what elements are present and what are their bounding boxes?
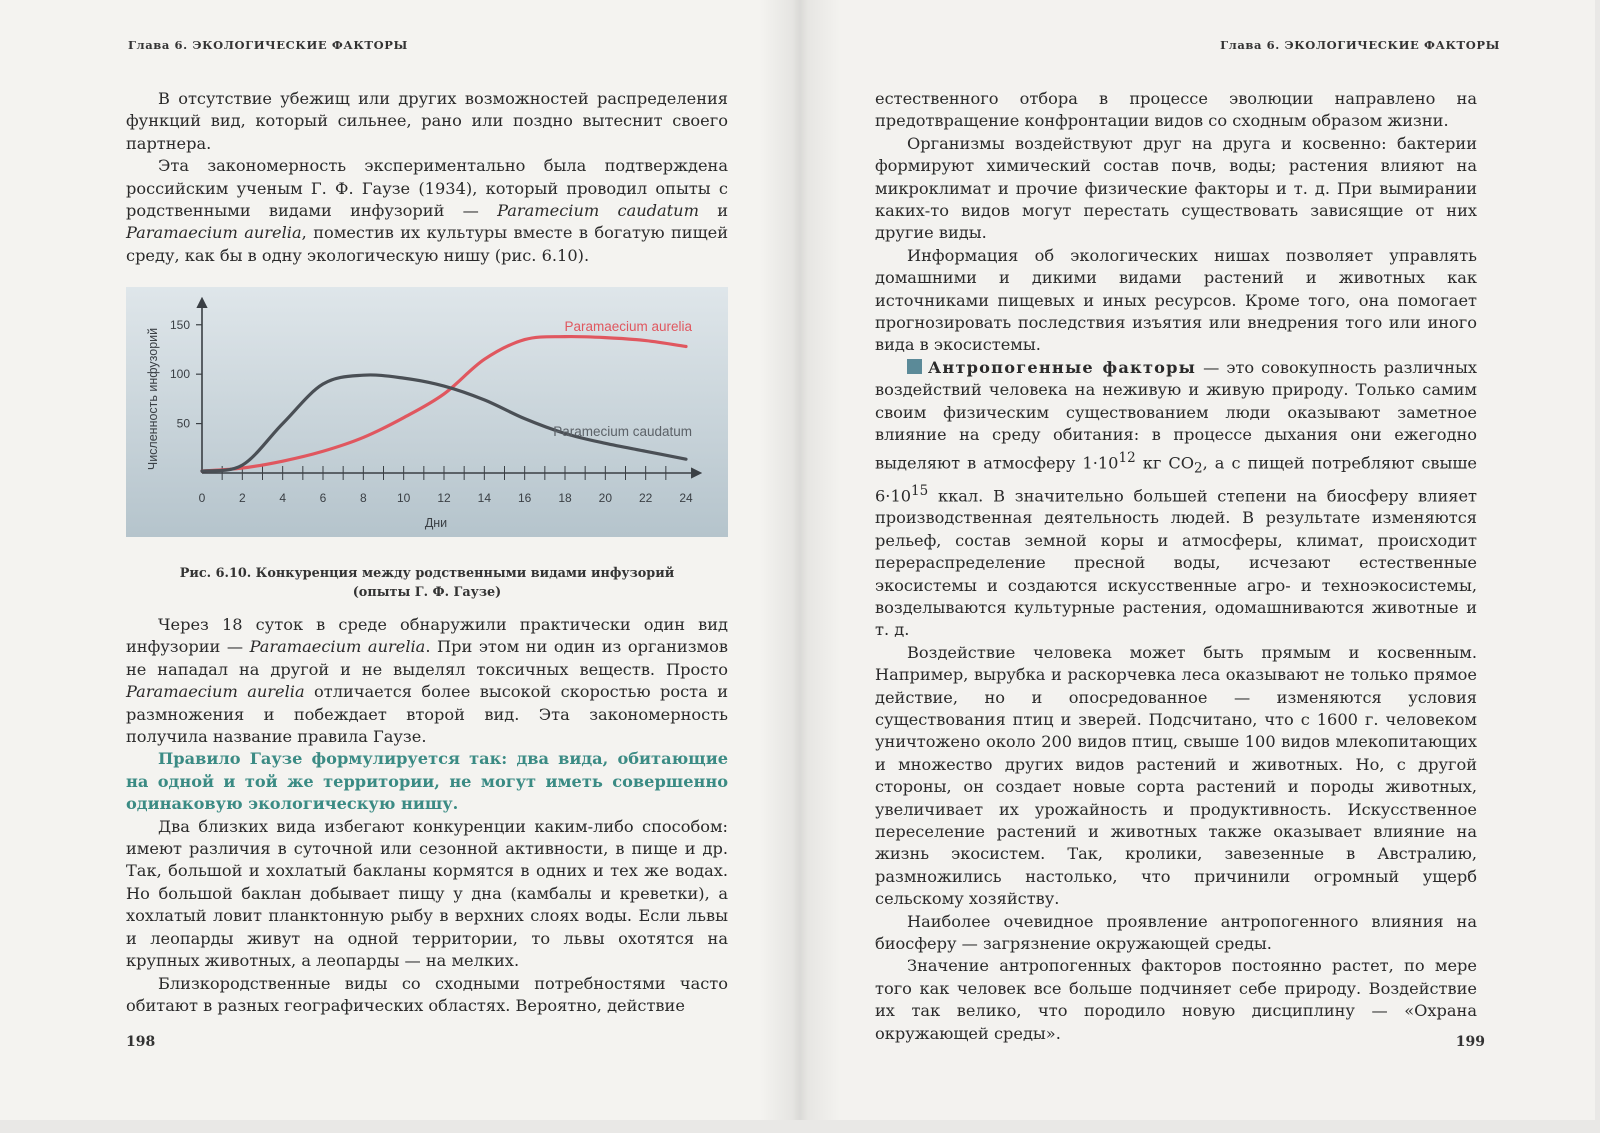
series-label: Paramaecium aurelia [564, 319, 692, 334]
x-tick-label: 6 [319, 491, 327, 505]
paragraph: Информация об экологических нишах позволяет управлять домашними и дикими видами растений и животных как источниками пищевых и иных ресурсов. Кроме того, она помогает прогнозировать последствия изъятия или внедрения того или иного вида в экосистемы. [875, 245, 1477, 355]
gause-rule: Правило Гаузе формулируется так: два вида, обитающие на одной и той же территории, не могут иметь совершенно одинаковую экологическую нишу. [126, 749, 728, 814]
paragraph: Два близких вида избегают конкуренции каким-либо способом: имеют различия в суточной или сезонной активности, в пище и др. Так, большой и хохлатый бакланы кормятся в одних и тех же водах. Но большой баклан добывает пищу у дна (камбалы и креветки), а хохлатый ловит планктонную рыбу в верхних слоях воды. Если львы и леопарды живут на одной территории, то львы охотятся на крупных животных, а леопарды — на мелких. [126, 816, 728, 971]
figure-caption [126, 564, 728, 602]
page-number: 198 [126, 1034, 156, 1050]
page-number: 199 [1455, 1034, 1485, 1050]
line-chart [126, 287, 728, 537]
x-tick-label: 12 [437, 491, 451, 505]
x-tick-label: 16 [517, 491, 532, 505]
paragraph: Наиболее очевидное проявление антропогенного влияния на биосферу — загрязнение окружающей среды. [875, 911, 1477, 954]
y-tick-label: 50 [176, 416, 190, 431]
x-tick-label: 18 [558, 491, 572, 505]
x-tick-label: 2 [238, 491, 246, 505]
species-name: Paramaecium aurelia [249, 637, 426, 657]
body-text [126, 614, 728, 1017]
paragraph: Значение антропогенных факторов постоянно растет, по мере того как человек все больше подчиняет себе природу. Воздействие их так велико, что породило новую дисциплину — «Охрана окружающей среды». [875, 956, 1477, 1043]
paragraph: Антропогенные факторы — это совокупность различных воздействий человека на неживую и живую природу. Только самим своим физическим существованием люди оказывают заметное влияние на среду обитания: в процессе дыхания они ежегодно выделяют в атмосферу $1\cdot 10^{12}$ кг $CO_2$, а с пищей потребляют свыше $6\cdot 10^{15}$ ккал. В значительно большей степени на биосферу влияет производственная деятельность людей. В результате изменяются рельеф, состав земной коры и атмосферы, климат, происходит перераспределение пресной воды, исчезают естественные экосистемы и создаются искусственные агро- и техноэкосистемы, возделываются культурные растения, одомашниваются животные и т. д. [875, 357, 1478, 640]
x-tick-label: 24 [679, 491, 693, 505]
term: Антропогенные факторы [928, 357, 1197, 377]
paragraph: Организмы воздействуют друг на друга и косвенно: бактерии формируют химический состав почв, воды; растения влияют на микроклимат и прочие физические факторы и т. д. При вымирании каких-то видов могут перестать существовать зависящие от них другие виды. [875, 133, 1477, 243]
x-axis-label: Дни [424, 516, 448, 530]
caption-line: Рис. 6.10. Конкуренция между родственными видами инфузорий [179, 566, 675, 581]
y-tick-label: 150 [169, 317, 190, 332]
y-tick-label: 100 [169, 367, 190, 382]
paragraph: В отсутствие убежищ или других возможностей распределения функций вид, который сильнее, рано или поздно вытеснит своего партнера. [126, 89, 728, 153]
right-page [795, 0, 1595, 1120]
species-name: Paramecium caudatum [497, 201, 699, 221]
figure-6-10 [126, 287, 728, 537]
paragraph: Воздействие человека может быть прямым и косвенным. Например, вырубка и раскорчевка леса оказывают не только прямое действие, но и опосредованное — изменяются условия существования птиц и зверей. Подсчитано, что с 1600 г. человеком уничтожено около 200 видов птиц, свыше 100 видов млекопитающих и множество других видов растений и животных. Но, с другой стороны, он создает новые сорта растений и породы животных, увеличивает их урожайность и продуктивность. Искусственное переселение растений и животных также оказывает влияние на жизнь экосистем. Так, кролики, завезенные в Австралию, размножились настолько, что причинили огромный ущерб сельскому хозяйству. [875, 642, 1477, 909]
species-name: Paramaecium aurelia [126, 223, 302, 243]
running-head: Глава 6. ЭКОЛОГИЧЕСКИЕ ФАКТОРЫ [128, 38, 408, 52]
section-marker-icon [907, 359, 922, 374]
series-label: Paramecium caudatum [553, 424, 692, 439]
paragraph: Близкородственные виды со сходными потребностями часто обитают в разных географических областях. Вероятно, действие [126, 973, 728, 1015]
y-axis-label: Численность инфузорий [146, 327, 160, 471]
body-text [875, 88, 1477, 1045]
paragraph: Через 18 суток в среде обнаружили практически один вид инфузории — Paramaecium aurelia. При этом ни один из организмов не нападал на другой и не выделял токсичных веществ. Просто Paramaecium aurelia отличается более высокой скоростью роста и размножения и побеждает второй вид. Эта закономерность получила название правила Гаузе. [126, 615, 728, 747]
intro-text [126, 88, 728, 267]
left-page [0, 0, 795, 1120]
running-head: Глава 6. ЭКОЛОГИЧЕСКИЕ ФАКТОРЫ [1220, 38, 1500, 52]
species-name: Paramaecium aurelia [126, 682, 305, 702]
paragraph: естественного отбора в процессе эволюции направлено на предотвращение конфронтации видов со сходным образом жизни. [875, 89, 1477, 131]
paragraph: Эта закономерность экспериментально была подтверждена российским ученым Г. Ф. Гаузе (1934), который проводил опыты с родственными видами инфузорий — Paramecium caudatum и Paramaecium aurelia, поместив их культуры вместе в богатую пищей среду, как бы в одну экологическую нишу (рис. 6.10). [126, 156, 729, 265]
x-tick-label: 4 [279, 491, 287, 505]
caption-line: (опыты Г. Ф. Гаузе) [352, 585, 502, 600]
x-tick-label: 0 [198, 491, 206, 505]
x-tick-label: 22 [638, 491, 653, 505]
x-tick-label: 20 [598, 491, 613, 505]
x-tick-label: 10 [396, 491, 411, 505]
x-tick-label: 8 [359, 491, 367, 505]
x-tick-label: 14 [477, 491, 492, 505]
